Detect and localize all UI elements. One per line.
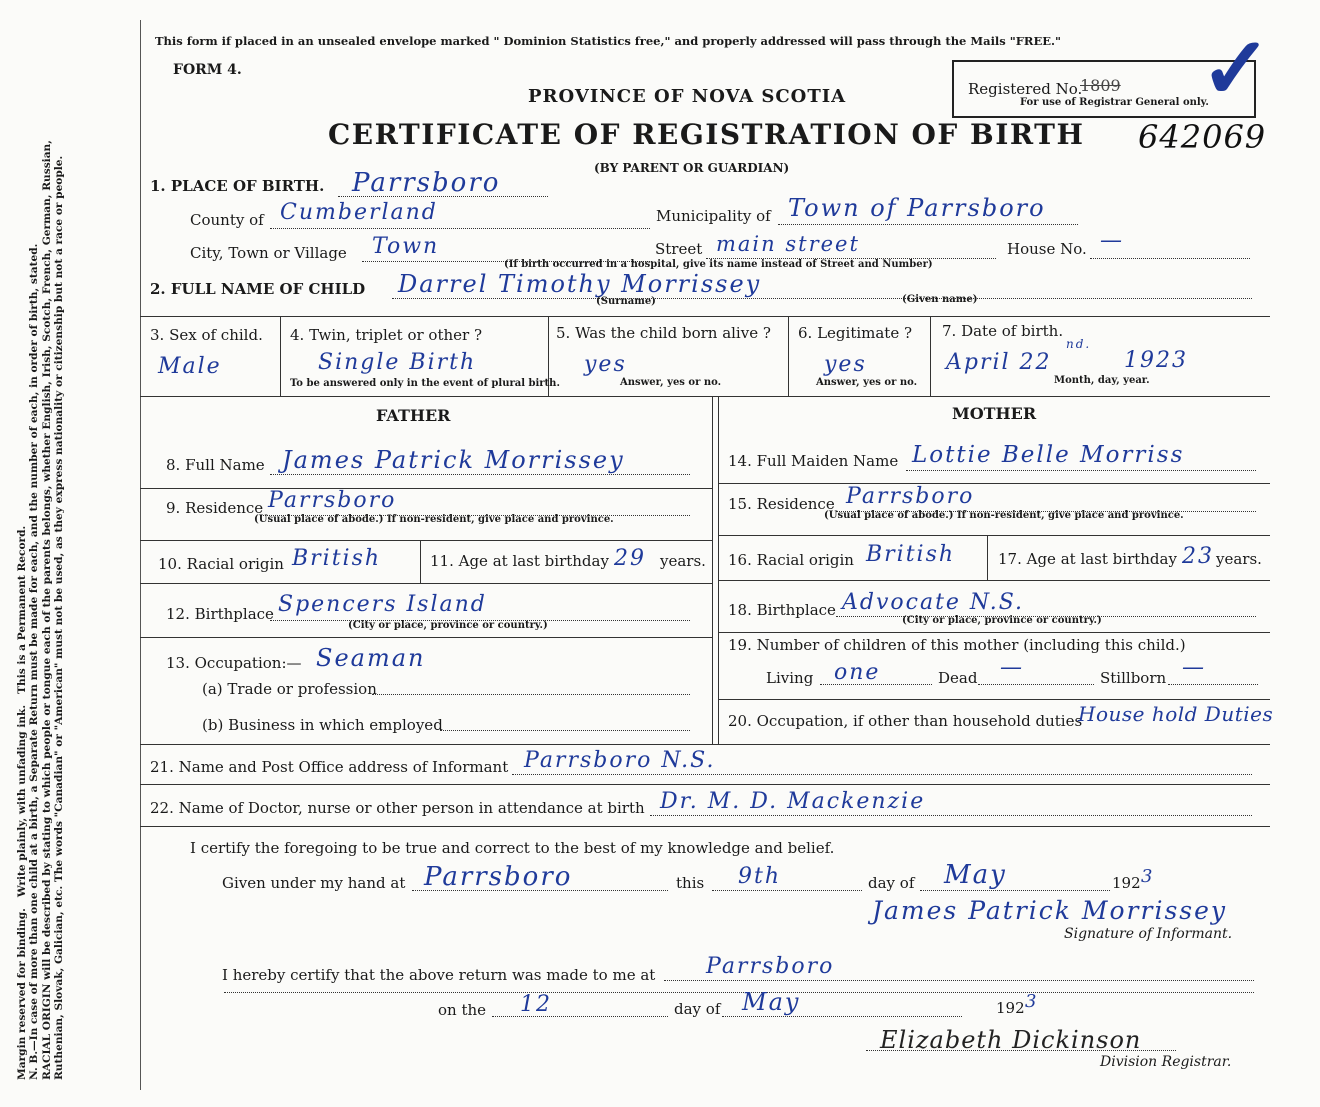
parents-bottom-line (140, 744, 1270, 745)
certify-statement: I certify the foregoing to be true and correct to the best of my knowledge and belief. (190, 839, 835, 857)
signature-of-informant-label: Signature of Informant. (1064, 926, 1233, 942)
mail-notice: This form if placed in an unsealed envelope marked " Dominion Statistics free," and properly addressed will pass through the Mails "FREE." (155, 34, 1062, 48)
given-place-value: Parrsboro (424, 862, 573, 892)
informant-signature: James Patrick Morrissey (872, 896, 1228, 925)
father-heading: FATHER (376, 406, 451, 425)
dob-note: Month, day, year. (1054, 375, 1150, 386)
mother-occupation-value: House hold Duties (1078, 702, 1274, 726)
mother-name-line (906, 470, 1256, 471)
child-name-value: Darrel Timothy Morrissey (398, 270, 762, 298)
mother-age-unit: years. (1216, 550, 1262, 568)
place-of-birth-value: Parrsboro (352, 168, 501, 198)
stillborn-label: Stillborn (1100, 669, 1167, 687)
registered-number: 1809 (1080, 76, 1121, 95)
place-of-birth-label: 1. PLACE OF BIRTH. (150, 177, 325, 195)
informant-line (512, 774, 1252, 775)
county-label: County of (190, 211, 264, 229)
dead-value: — (1000, 655, 1024, 680)
registrar-year-value: 3 (1025, 991, 1039, 1012)
mother-age-value: 23 (1182, 544, 1214, 569)
father-trade-line (372, 694, 690, 695)
certify-year-prefix: 192 (1112, 874, 1141, 892)
informant-divider (140, 784, 1270, 785)
city-value: Town (372, 234, 440, 259)
mother-race-label: 16. Racial origin (728, 551, 854, 569)
father-occupation-value: Seaman (316, 644, 426, 672)
registrar-day-value: 12 (520, 992, 552, 1017)
margin-instructions (16, 40, 66, 1080)
registered-label: Registered No. (968, 80, 1083, 98)
father-age-label: 11. Age at last birthday (430, 552, 609, 570)
twin-note: To be answered only in the event of plural birth. (290, 378, 560, 389)
division-registrar-label: Division Registrar. (1100, 1054, 1232, 1070)
mother-name-label: 14. Full Maiden Name (728, 452, 899, 470)
legitimate-value: yes (824, 352, 867, 377)
city-label: City, Town or Village (190, 244, 347, 262)
father-name-label: 8. Full Name (166, 456, 265, 474)
mother-children-label: 19. Number of children of this mother (including this child.) (728, 636, 1186, 654)
father-row-line (140, 488, 712, 489)
registrar-signature-line (866, 1050, 1176, 1051)
dead-line (978, 684, 1094, 685)
certify-day-value: 9th (738, 864, 782, 889)
father-name-line (270, 474, 690, 475)
legitimate-note: Answer, yes or no. (816, 377, 918, 388)
certificate-title: CERTIFICATE OF REGISTRATION OF BIRTH (328, 118, 1085, 151)
father-race-value: British (292, 546, 382, 571)
mother-row-line (718, 699, 1270, 700)
province-heading: PROVINCE OF NOVA SCOTIA (528, 86, 847, 107)
house-value: — (1100, 228, 1124, 253)
check-mark-icon: ✓ (1200, 18, 1273, 119)
given-place-line (412, 890, 668, 891)
father-birthplace-label: 12. Birthplace (166, 605, 274, 623)
mother-row-line (718, 535, 1270, 536)
dead-label: Dead (938, 669, 978, 687)
mother-age-label: 17. Age at last birthday (998, 550, 1177, 568)
mother-name-value: Lottie Belle Morriss (912, 442, 1185, 468)
father-age-unit: years. (660, 552, 706, 570)
surname-note: (Surname) (596, 296, 656, 307)
born-alive-value: yes (584, 352, 627, 377)
row-divider-bottom (140, 396, 1270, 397)
registrar-signature: Elizabeth Dickinson (880, 1026, 1142, 1054)
living-value: one (834, 660, 881, 685)
municipality-value: Town of Parrsboro (788, 194, 1046, 222)
municipality-label: Municipality of (656, 207, 771, 225)
father-name-value: James Patrick Morrissey (282, 446, 625, 474)
street-label: Street (655, 240, 703, 258)
father-row-line (140, 583, 712, 584)
parents-divider-2 (718, 396, 719, 744)
mother-residence-note: (Usual place of abode.) If non-resident, give place and province. (824, 510, 1184, 521)
born-alive-note: Answer, yes or no. (620, 377, 722, 388)
registrar-year-prefix: 192 (996, 999, 1025, 1017)
doctor-divider (140, 826, 1270, 827)
mother-birthplace-value: Advocate N.S. (842, 590, 1025, 615)
parents-divider-1 (712, 396, 713, 744)
certify-month-line (920, 890, 1110, 891)
registrar-on-label: on the (438, 1001, 487, 1019)
certificate-subtitle: (BY PARENT OR GUARDIAN) (594, 161, 790, 175)
registrar-place-line (664, 980, 1254, 981)
father-residence-value: Parrsboro (268, 488, 397, 513)
father-race-label: 10. Racial origin (158, 555, 284, 573)
registrar-month-value: May (742, 988, 801, 1016)
doctor-label: 22. Name of Doctor, nurse or other person in attendance at birth (150, 799, 645, 817)
sex-label: 3. Sex of child. (150, 326, 263, 344)
registrar-day-line (492, 1016, 668, 1017)
registrar-extra-line (224, 992, 1254, 993)
registrar-month-line (722, 1016, 962, 1017)
father-row-line (140, 637, 712, 638)
father-residence-note: (Usual place of abode.) If non-resident, give place and province. (254, 514, 614, 525)
living-label: Living (766, 669, 814, 687)
given-under-label: Given under my hand at (222, 874, 406, 892)
stillborn-value: — (1182, 655, 1206, 680)
child-name-label: 2. FULL NAME OF CHILD (150, 280, 366, 298)
certify-year-value: 3 (1141, 866, 1155, 887)
dob-suffix: nd. (1066, 337, 1092, 351)
registrar-note: For use of Registrar General only. (1020, 97, 1209, 108)
mother-residence-value: Parrsboro (846, 484, 975, 509)
legitimate-label: 6. Legitimate ? (798, 324, 913, 342)
mother-row-line (718, 483, 1270, 484)
living-line (820, 684, 932, 685)
form-number: FORM 4. (173, 62, 242, 78)
twin-value: Single Birth (318, 350, 477, 375)
mother-birthplace-label: 18. Birthplace (728, 601, 836, 619)
father-age-divider (420, 540, 421, 583)
dob-value: April 22 (946, 350, 1052, 375)
house-line (1090, 258, 1250, 259)
hospital-note: (If birth occurred in a hospital, give its name instead of Street and Number) (504, 259, 933, 270)
house-label: House No. (1007, 240, 1087, 258)
doctor-line (650, 815, 1252, 816)
stillborn-line (1168, 684, 1258, 685)
father-row-line (140, 540, 712, 541)
dob-year: 1923 (1124, 348, 1188, 373)
place-of-birth-line (338, 196, 548, 197)
margin-line-3: RACIAL ORIGIN will be described by stating to which people or tongue each of the parents belongs, whether English, Irish, Scotch, French, German, Russian, (40, 140, 53, 1080)
serial-number: 642069 (1138, 118, 1267, 156)
informant-label: 21. Name and Post Office address of Informant (150, 758, 509, 776)
street-value: main street (716, 232, 860, 256)
informant-value: Parrsboro N.S. (524, 748, 716, 773)
mother-residence-label: 15. Residence (728, 495, 835, 513)
father-residence-label: 9. Residence (166, 499, 264, 517)
child-name-line (392, 298, 1252, 299)
mother-row-line (718, 632, 1270, 633)
father-business-label: (b) Business in which employed (202, 716, 443, 734)
given-name-note: (Given name) (902, 294, 978, 305)
registrar-day-of-label: day of (674, 1000, 721, 1018)
born-alive-label: 5. Was the child born alive ? (556, 324, 771, 342)
row-divider-top (140, 316, 1270, 317)
registrar-place-value: Parrsboro (706, 954, 835, 979)
cell-divider (788, 316, 789, 396)
county-value: Cumberland (280, 200, 438, 225)
cell-divider (280, 316, 281, 396)
certify-month-value: May (944, 860, 1007, 890)
mother-birthplace-note: (City or place, province or country.) (902, 615, 1102, 626)
mother-row-line (718, 580, 1270, 581)
dob-label: 7. Date of birth. (942, 322, 1064, 340)
father-business-line (440, 730, 690, 731)
margin-line-1: Margin reserved for binding. Write plainly, with unfading ink. This is a Permanent Record. (16, 525, 28, 1080)
certify-day-line (712, 890, 862, 891)
municipality-line (778, 224, 1078, 225)
this-label: this (676, 874, 705, 892)
father-trade-label: (a) Trade or profession (202, 680, 377, 698)
father-birthplace-note: (City or place, province or country.) (348, 620, 548, 631)
father-age-value: 29 (614, 546, 646, 571)
mother-age-divider (987, 535, 988, 580)
mother-occupation-label: 20. Occupation, if other than household duties (728, 712, 1083, 730)
binding-margin-line (140, 20, 141, 1090)
cell-divider (930, 316, 931, 396)
margin-line-4: Ruthenian, Slovak, Galician, etc. The words "Canadian" or "American" must not be used, as they express nationality or citizenship but not a race or people. (53, 155, 66, 1080)
mother-heading: MOTHER (952, 404, 1037, 423)
doctor-value: Dr. M. D. Mackenzie (660, 789, 926, 814)
mother-race-value: British (866, 542, 956, 567)
twin-label: 4. Twin, triplet or other ? (290, 326, 482, 344)
registrar-statement: I hereby certify that the above return was made to me at (222, 966, 656, 984)
county-line (270, 228, 650, 229)
father-occupation-label: 13. Occupation:— (166, 654, 302, 672)
father-birthplace-value: Spencers Island (278, 592, 487, 617)
margin-line-2: N. B.—In case of more than one child at a birth, a Separate Return must be made for each, and the number of each, in order of birth, stated. (28, 243, 41, 1080)
sex-value: Male (158, 354, 222, 379)
certify-day-of-label: day of (868, 874, 915, 892)
